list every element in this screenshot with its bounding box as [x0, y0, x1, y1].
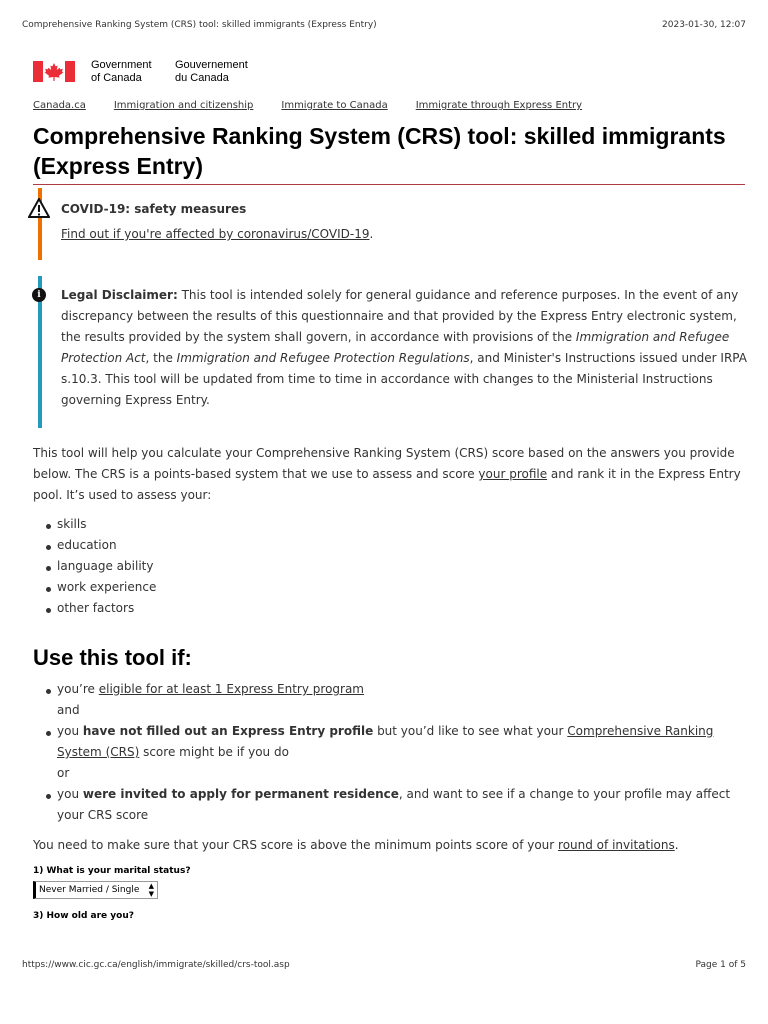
breadcrumb [33, 100, 582, 112]
round-of-invitations-link[interactable]: round of invitations [558, 838, 675, 852]
assessment-factors-list [33, 514, 745, 619]
minimum-score-note: You need to make sure that your CRS score is above the minimum points score of your round of invitations. [33, 838, 679, 852]
print-header-datetime: 2023-01-30, 12:07 [662, 20, 746, 30]
use-tool-heading: Use this tool if: [33, 645, 192, 670]
marital-status-value: Never Married / Single [39, 885, 140, 895]
canada-flag-icon [33, 61, 75, 82]
list-item: language ability [33, 556, 745, 577]
or-connector: or [57, 766, 70, 780]
covid-alert-text: Find out if you're affected by coronavirus/COVID-19. [61, 227, 374, 241]
marital-status-select[interactable] [33, 881, 158, 899]
list-item: education [33, 535, 745, 556]
crs-link[interactable]: Comprehensive Ranking System (CRS) [57, 724, 714, 759]
gouvernement-du-canada-text: Gouvernement du Canada [175, 59, 248, 84]
government-of-canada-logo[interactable] [33, 59, 263, 87]
print-footer-url: https://www.cic.gc.ca/english/immigrate/skilled/crs-tool.asp [22, 960, 290, 970]
intro-paragraph: This tool will help you calculate your Comprehensive Ranking System (CRS) score based on the answers you provide below. The CRS is a points-based system that we use to assess and score your profile and rank it in the Express Entry pool. It’s used to assess your: [33, 446, 741, 502]
list-item: other factors [33, 598, 745, 619]
print-footer-page: Page 1 of 5 [695, 960, 746, 970]
use-tool-conditions-list [33, 679, 745, 826]
breadcrumb-link-express-entry[interactable]: Immigrate through Express Entry [415, 100, 583, 111]
condition-invited: you were invited to apply for permanent residence, and want to see if a change to your profile may affect your CRS score [33, 784, 745, 826]
marital-status-label: 1) What is your marital status? [33, 866, 191, 876]
government-of-canada-text: Government of Canada [91, 59, 152, 84]
condition-no-profile: you have not filled out an Express Entry profile but you’d like to see what your Comprehensive Ranking System (CRS) score might be if you do [33, 721, 745, 763]
title-divider [33, 184, 745, 185]
your-profile-link[interactable]: your profile [478, 467, 548, 481]
warning-icon [28, 198, 50, 218]
page-title: Comprehensive Ranking System (CRS) tool: skilled immigrants (Express Entry) [33, 123, 726, 179]
and-connector: and [57, 703, 80, 717]
select-arrows-icon: ▲ ▼ [148, 882, 154, 898]
condition-eligible: you’re eligible for at least 1 Express Entry program [33, 679, 745, 700]
list-item: skills [33, 514, 745, 535]
info-icon: i [32, 288, 46, 302]
breadcrumb-link-immigrate-to-canada[interactable]: Immigrate to Canada [281, 100, 388, 111]
print-header-title: Comprehensive Ranking System (CRS) tool: skilled immigrants (Express Entry) [22, 20, 377, 30]
breadcrumb-link-canada-ca[interactable]: Canada.ca [33, 100, 86, 111]
breadcrumb-link-immigration-citizenship[interactable]: Immigration and citizenship [113, 100, 254, 111]
eligibility-link[interactable]: eligible for at least 1 Express Entry program [98, 682, 364, 696]
covid-alert-heading: COVID-19: safety measures [61, 202, 247, 216]
age-question-label: 3) How old are you? [33, 911, 134, 921]
legal-disclaimer: Legal Disclaimer: This tool is intended solely for general guidance and reference purposes. In the event of any discrepancy between the results of this questionnaire and that provided by the Express Entry electronic system, the results provided by the system shall govern, in accordance with provisions of the Immigration and Refugee Protection Act, the Immigration and Refugee Protection Regulations, and Minister's Instructions issued under IRPA s.10.3. This tool will be updated from time to time in accordance with changes to the Ministerial Instructions governing Express Entry. [61, 288, 747, 407]
covid-info-link[interactable]: Find out if you're affected by coronavirus/COVID-19 [61, 227, 370, 241]
list-item: work experience [33, 577, 745, 598]
